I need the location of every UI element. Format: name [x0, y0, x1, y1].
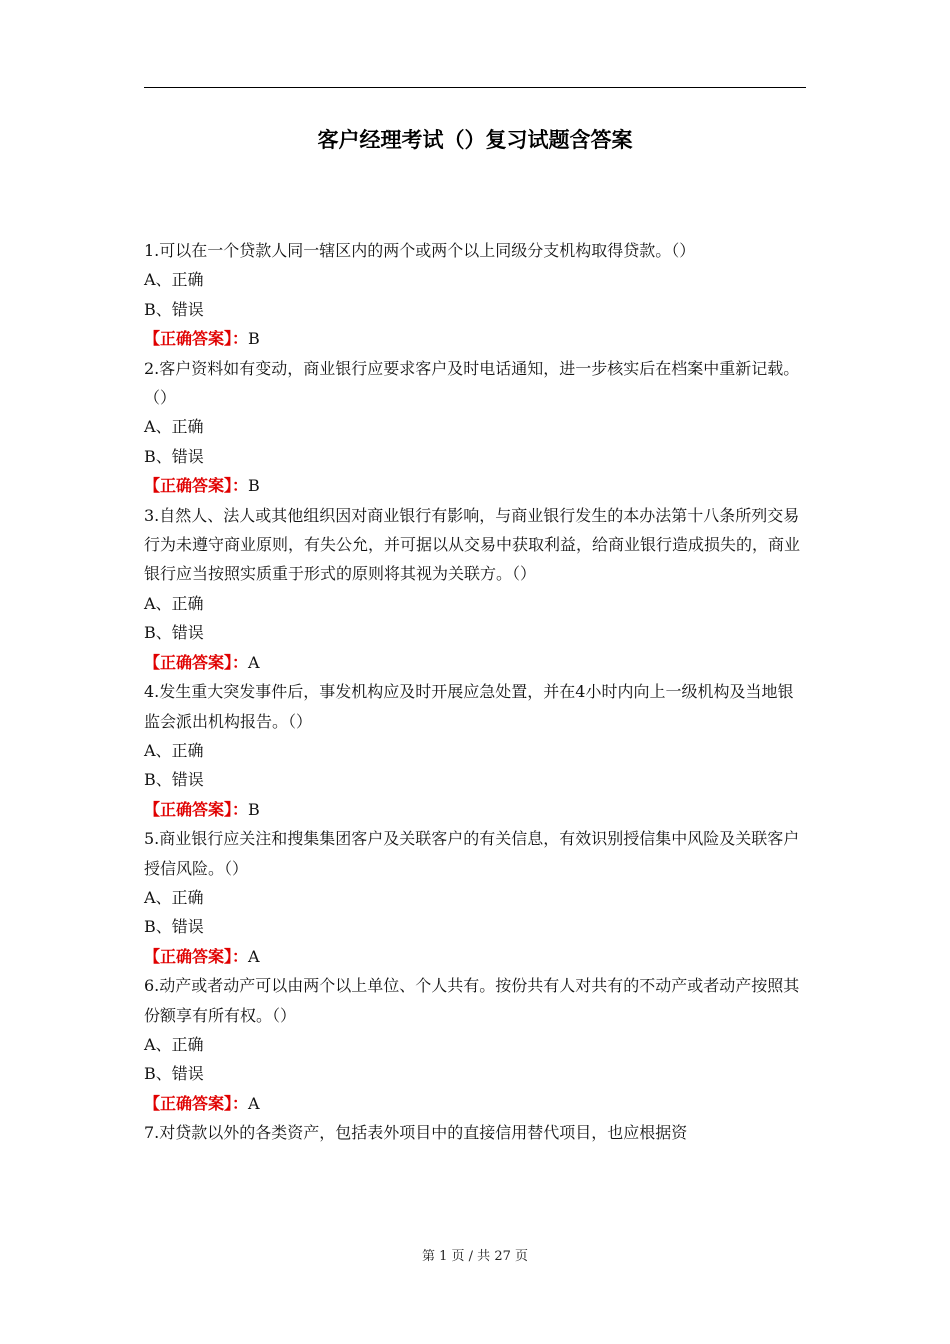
question-item — [144, 824, 808, 971]
answer-value: A — [248, 652, 260, 672]
page-title: 客户经理考试（）复习试题含答案 — [317, 127, 633, 152]
question-item — [144, 236, 808, 354]
question-text: 1.可以在一个贷款人同一辖区内的两个或两个以上同级分支机构取得贷款。（） — [144, 241, 696, 260]
option-b: B、错误 — [144, 770, 204, 790]
option-b: B、错误 — [144, 1064, 204, 1084]
answer-line — [144, 942, 808, 971]
answer-label: 【正确答案】： — [144, 946, 249, 966]
answer-label: 【正确答案】： — [144, 329, 249, 349]
answer-label: 【正确答案】： — [144, 476, 249, 496]
answer-value: B — [248, 329, 260, 349]
option-a: A、正确 — [144, 270, 204, 290]
answer-value: A — [248, 946, 260, 966]
answer-value: B — [248, 476, 260, 496]
question-text: 4.发生重大突发事件后，事发机构应及时开展应急处置，并在4小时内向上一级机构及当地银监会派出机构报告。（） — [144, 682, 794, 731]
question-item — [144, 971, 808, 1118]
question-text: 2.客户资料如有变动，商业银行应要求客户及时电话通知，进一步核实后在档案中重新记载。（） — [144, 358, 800, 408]
option-b: B、错误 — [144, 299, 204, 319]
header-rule — [144, 87, 806, 88]
option-a: A、正确 — [144, 740, 204, 760]
option-a: A、正确 — [144, 417, 204, 437]
option-a: A、正确 — [144, 887, 204, 907]
answer-value: A — [248, 1093, 260, 1113]
answer-line — [144, 648, 808, 677]
question-item — [144, 354, 808, 501]
answer-value: B — [248, 799, 260, 819]
answer-line — [144, 1089, 808, 1118]
option-b: B、错误 — [144, 623, 204, 643]
option-b: B、错误 — [144, 917, 204, 937]
answer-label: 【正确答案】： — [144, 652, 249, 672]
question-item — [144, 677, 808, 824]
question-text: 5.商业银行应关注和搜集集团客户及关联客户的有关信息，有效识别授信集中风险及关联客户授信风险。（） — [144, 829, 800, 878]
answer-line — [144, 471, 808, 500]
option-b: B、错误 — [144, 446, 204, 466]
option-a: A、正确 — [144, 1034, 204, 1054]
page-footer: 第 1 页 / 共 27 页 — [422, 1249, 528, 1264]
answer-line — [144, 324, 808, 353]
question-text-partial: 7.对贷款以外的各类资产，包括表外项目中的直接信用替代项目，也应根据资 — [144, 1123, 688, 1143]
answer-line — [144, 795, 808, 824]
option-a: A、正确 — [144, 593, 204, 613]
question-text: 6.动产或者动产可以由两个以上单位、个人共有。按份共有人对共有的不动产或者动产按照其份额享有所有权。（） — [144, 976, 800, 1025]
question-item — [144, 501, 808, 677]
question-text: 3.自然人、法人或其他组织因对商业银行有影响，与商业银行发生的本办法第十八条所列交易行为未遵守商业原则，有失公允，并可据以从交易中获取利益，给商业银行造成损失的，商业银行应当按照实质重于形式的原则将其视为关联方。（） — [144, 505, 801, 584]
question-list — [144, 236, 808, 1148]
answer-label: 【正确答案】： — [144, 1093, 249, 1113]
answer-label: 【正确答案】： — [144, 799, 249, 819]
